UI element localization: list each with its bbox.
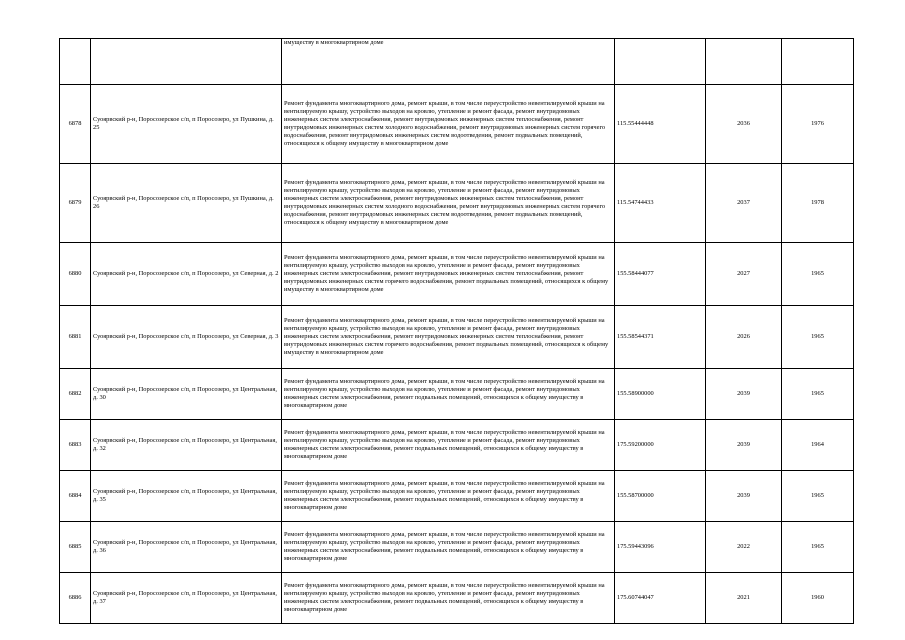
table-row	[60, 164, 854, 243]
table-row	[60, 39, 854, 85]
address-cell: Суоярвский р-н, Поросозерское с/п, п Поросозеро, ул Центральная, д. 37	[91, 573, 282, 624]
row-number-cell: 6883	[60, 420, 91, 471]
works-cell: Ремонт фундамента многоквартирного дома, ремонт крыши, в том числе переустройство невентилируемой крыши на вентилируемую крышу, устройство выходов на кровлю, утепление и ремонт фасада, ремонт внутридомовых инженерных систем электроснабжения, ремонт подвальных помещений, относящихся к общему имуществу в многоквартирном доме	[282, 471, 615, 522]
year-cell: 2022	[706, 522, 782, 573]
row-number-cell: 6881	[60, 306, 91, 369]
year-cell: 2039	[706, 420, 782, 471]
year-cell: 2027	[706, 243, 782, 306]
built-year-cell: 1978	[782, 164, 854, 243]
table-row	[60, 420, 854, 471]
works-cell: Ремонт фундамента многоквартирного дома, ремонт крыши, в том числе переустройство невентилируемой крыши на вентилируемую крышу, устройство выходов на кровлю, утепление и ремонт фасада, ремонт внутридомовых инженерных систем электроснабжения, ремонт подвальных помещений, относящихся к общему имуществу в многоквартирном доме	[282, 369, 615, 420]
built-year-cell: 1965	[782, 522, 854, 573]
built-year-cell: 1960	[782, 573, 854, 624]
housing-repair-table	[59, 38, 854, 624]
cost-cell: 155.58444077	[615, 243, 706, 306]
cost-cell: 115.54744433	[615, 164, 706, 243]
year-cell: 2021	[706, 573, 782, 624]
address-cell: Суоярвский р-н, Поросозерское с/п, п Поросозеро, ул Пушкина, д. 26	[91, 164, 282, 243]
row-number-cell: 6885	[60, 522, 91, 573]
table-row	[60, 369, 854, 420]
year-cell: 2026	[706, 306, 782, 369]
cost-cell: 175.60744047	[615, 573, 706, 624]
works-cell: Ремонт фундамента многоквартирного дома, ремонт крыши, в том числе переустройство невентилируемой крыши на вентилируемую крышу, устройство выходов на кровлю, утепление и ремонт фасада, ремонт внутридомовых инженерных систем электроснабжения, ремонт подвальных помещений, относящихся к общему имуществу в многоквартирном доме	[282, 420, 615, 471]
works-cell: Ремонт фундамента многоквартирного дома, ремонт крыши, в том числе переустройство невентилируемой крыши на вентилируемую крышу, устройство выходов на кровлю, утепление и ремонт фасада, ремонт внутридомовых инженерных систем электроснабжения, ремонт внутридомовых инженерных систем теплоснабжения, ремонт внутридомовых инженерных систем холодного водоснабжения, ремонт внутридомовых инженерных систем горячего водоснабжения, ремонт внутридомовых инженерных систем водоотведения, ремонт подвальных помещений, относящихся к общему имуществу в многоквартирном доме	[282, 164, 615, 243]
row-number-cell: 6880	[60, 243, 91, 306]
built-year-cell: 1965	[782, 306, 854, 369]
year-cell: 2039	[706, 369, 782, 420]
cost-cell: 175.59200000	[615, 420, 706, 471]
built-year-cell	[782, 39, 854, 85]
works-cell: Ремонт фундамента многоквартирного дома, ремонт крыши, в том числе переустройство невентилируемой крыши на вентилируемую крышу, устройство выходов на кровлю, утепление и ремонт фасада, ремонт внутридомовых инженерных систем электроснабжения, ремонт внутридомовых инженерных систем теплоснабжения, ремонт внутридомовых инженерных систем горячего водоснабжения, ремонт подвальных помещений, относящихся к общему имуществу в многоквартирном доме	[282, 306, 615, 369]
works-cell: Ремонт фундамента многоквартирного дома, ремонт крыши, в том числе переустройство невентилируемой крыши на вентилируемую крышу, устройство выходов на кровлю, утепление и ремонт фасада, ремонт внутридомовых инженерных систем электроснабжения, ремонт внутридомовых инженерных систем теплоснабжения, ремонт внутридомовых инженерных систем горячего водоснабжения, ремонт подвальных помещений, относящихся к общему имуществу в многоквартирном доме	[282, 243, 615, 306]
address-cell: Суоярвский р-н, Поросозерское с/п, п Поросозеро, ул Центральная, д. 30	[91, 369, 282, 420]
row-number-cell: 6882	[60, 369, 91, 420]
built-year-cell: 1965	[782, 243, 854, 306]
address-cell	[91, 39, 282, 85]
table-row	[60, 85, 854, 164]
table-row	[60, 573, 854, 624]
table-row	[60, 306, 854, 369]
row-number-cell: 6886	[60, 573, 91, 624]
cost-cell	[615, 39, 706, 85]
works-cell: Ремонт фундамента многоквартирного дома, ремонт крыши, в том числе переустройство невентилируемой крыши на вентилируемую крышу, устройство выходов на кровлю, утепление и ремонт фасада, ремонт внутридомовых инженерных систем электроснабжения, ремонт подвальных помещений, относящихся к общему имуществу в многоквартирном доме	[282, 522, 615, 573]
built-year-cell: 1965	[782, 471, 854, 522]
works-cell: Ремонт фундамента многоквартирного дома, ремонт крыши, в том числе переустройство невентилируемой крыши на вентилируемую крышу, устройство выходов на кровлю, утепление и ремонт фасада, ремонт внутридомовых инженерных систем электроснабжения, ремонт внутридомовых инженерных систем теплоснабжения, ремонт внутридомовых инженерных систем холодного водоснабжения, ремонт внутридомовых инженерных систем горячего водоснабжения, ремонт внутридомовых инженерных систем водоотведения, ремонт подвальных помещений, относящихся к общему имуществу в многоквартирном доме	[282, 85, 615, 164]
built-year-cell: 1964	[782, 420, 854, 471]
year-cell: 2039	[706, 471, 782, 522]
row-number-cell: 6878	[60, 85, 91, 164]
year-cell: 2037	[706, 164, 782, 243]
works-cell: имуществу в многоквартирном доме	[282, 39, 615, 85]
address-cell: Суоярвский р-н, Поросозерское с/п, п Поросозеро, ул Пушкина, д. 25	[91, 85, 282, 164]
address-cell: Суоярвский р-н, Поросозерское с/п, п Поросозеро, ул Северная, д. 2	[91, 243, 282, 306]
built-year-cell: 1965	[782, 369, 854, 420]
cost-cell: 155.58900000	[615, 369, 706, 420]
cost-cell: 175.59443096	[615, 522, 706, 573]
table-row	[60, 522, 854, 573]
year-cell	[706, 39, 782, 85]
address-cell: Суоярвский р-н, Поросозерское с/п, п Поросозеро, ул Центральная, д. 35	[91, 471, 282, 522]
table-row	[60, 471, 854, 522]
cost-cell: 155.58544371	[615, 306, 706, 369]
works-cell: Ремонт фундамента многоквартирного дома, ремонт крыши, в том числе переустройство невентилируемой крыши на вентилируемую крышу, устройство выходов на кровлю, утепление и ремонт фасада, ремонт внутридомовых инженерных систем электроснабжения, ремонт подвальных помещений, относящихся к общему имуществу в многоквартирном доме	[282, 573, 615, 624]
year-cell: 2036	[706, 85, 782, 164]
cost-cell: 115.55444448	[615, 85, 706, 164]
address-cell: Суоярвский р-н, Поросозерское с/п, п Поросозеро, ул Центральная, д. 32	[91, 420, 282, 471]
built-year-cell: 1976	[782, 85, 854, 164]
row-number-cell	[60, 39, 91, 85]
row-number-cell: 6879	[60, 164, 91, 243]
address-cell: Суоярвский р-н, Поросозерское с/п, п Поросозеро, ул Центральная, д. 36	[91, 522, 282, 573]
table-row	[60, 243, 854, 306]
address-cell: Суоярвский р-н, Поросозерское с/п, п Поросозеро, ул Северная, д. 3	[91, 306, 282, 369]
row-number-cell: 6884	[60, 471, 91, 522]
cost-cell: 155.58700000	[615, 471, 706, 522]
